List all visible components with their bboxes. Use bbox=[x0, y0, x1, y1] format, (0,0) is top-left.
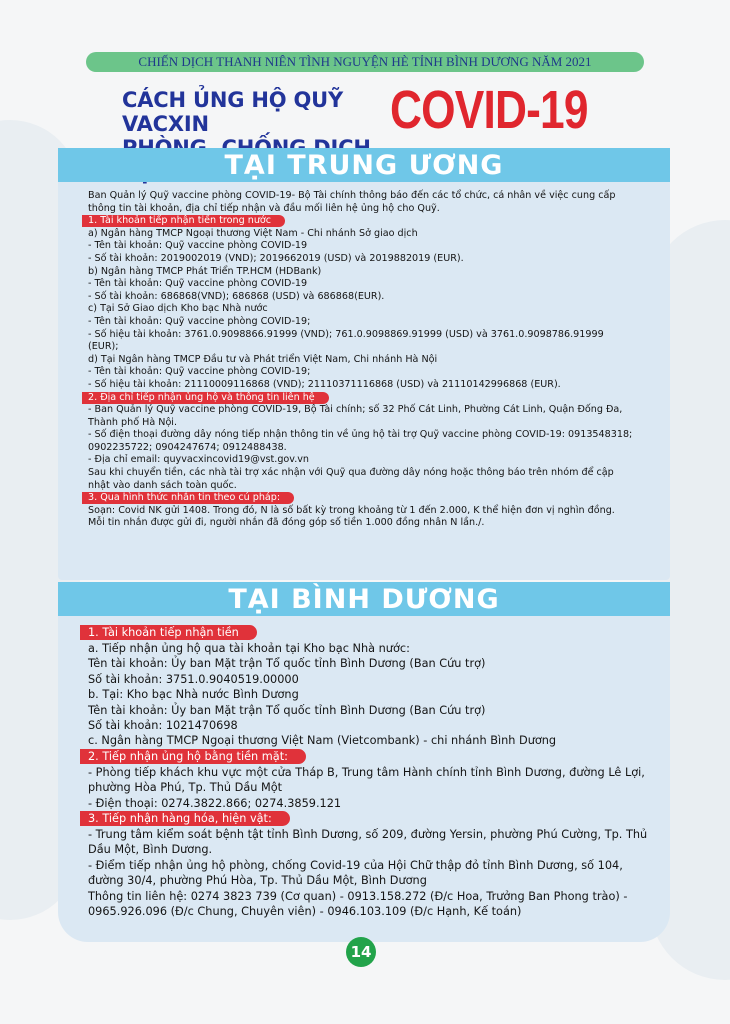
text-line: - Số hiệu tài khoản: 21110009116868 (VND); 21110371116868 (USD) và 21110142996868 (EUR). bbox=[88, 378, 561, 390]
text-line: Mỗi tin nhắn được gửi đi, người nhắn đã đóng góp số tiền 1.000 đồng nhân N lần./. bbox=[88, 517, 485, 529]
central-section-1-label: 1. Tài khoản tiếp nhận tiền trong nước bbox=[82, 215, 285, 227]
text-line: Tên tài khoản: Ủy ban Mặt trận Tổ quốc tỉnh Bình Dương (Ban Cứu trợ) bbox=[88, 703, 486, 717]
text-line: 0902235722; 0904247674; 0912488438. bbox=[88, 441, 287, 453]
text-line: Số tài khoản: 3751.0.9040519.00000 bbox=[88, 672, 299, 686]
central-content bbox=[88, 190, 644, 530]
text-line: Số tài khoản: 1021470698 bbox=[88, 719, 238, 733]
text-line: b. Tại: Kho bạc Nhà nước Bình Dương bbox=[88, 688, 299, 702]
text-line: phường Hòa Phú, Tp. Thủ Dầu Một bbox=[88, 781, 283, 795]
text-line: - Ban Quản lý Quỹ vaccine phòng COVID-19, Bộ Tài chính; số 32 Phố Cát Linh, Phường Cát Linh, Quận Đống Đa, bbox=[88, 404, 623, 416]
intro-line: thông tin tài khoản, địa chỉ tiếp nhận và đầu mối liên hệ ủng hộ cho Quỹ. bbox=[88, 202, 440, 214]
text-line: Dầu Một, Bình Dương. bbox=[88, 843, 213, 857]
text-line: - Số tài khoản: 686868(VND); 686868 (USD) và 686868(EUR). bbox=[88, 290, 385, 302]
text-line: nhật vào danh sách toàn quốc. bbox=[88, 479, 237, 491]
central-heading: TẠI TRUNG ƯƠNG bbox=[58, 148, 670, 182]
text-line: - Điện thoại: 0274.3822.866; 0274.3859.121 bbox=[88, 796, 342, 810]
text-line: (EUR); bbox=[88, 341, 119, 353]
text-line: - Số điện thoại đường dây nóng tiếp nhận thông tin về ủng hộ tài trợ Quỹ vaccine phòng COVID-19: 0913548318; bbox=[88, 429, 633, 441]
text-line: Thông tin liên hệ: 0274 3823 739 (Cơ quan) - 0913.158.272 (Đ/c Hoa, Trưởng Ban Phong trào) - bbox=[88, 889, 628, 903]
intro-line: Ban Quản lý Quỹ vaccine phòng COVID-19- Bộ Tài chính thông báo đến các tổ chức, cá nhân về việc cung cấp bbox=[88, 190, 616, 201]
text-line: Sau khi chuyển tiền, các nhà tài trợ xác nhận với Quỹ qua đường dây nóng hoặc thông báo trên nhóm để cập bbox=[88, 467, 614, 479]
title-highlight: COVID-19 bbox=[390, 80, 588, 140]
text-line: - Số hiệu tài khoản: 3761.0.9098866.91999 (VND); 761.0.9098869.91999 (USD) và 3761.0.9098786.91999 bbox=[88, 328, 604, 340]
text-line: c. Ngân hàng TMCP Ngoại thương Việt Nam (Vietcombank) - chi nhánh Bình Dương bbox=[88, 734, 557, 748]
email-line: - Địa chỉ email: quyvacxincovid19@vst.gov.vn bbox=[88, 454, 310, 466]
text-line: a. Tiếp nhận ủng hộ qua tài khoản tại Kho bạc Nhà nước: bbox=[88, 642, 410, 655]
central-section-2-label: 2. Địa chỉ tiếp nhận ủng hộ và thông tin liên hệ bbox=[82, 392, 329, 404]
central-section-3-label: 3. Qua hình thức nhắn tin theo cú pháp: bbox=[82, 492, 294, 504]
text-line: c) Tại Sở Giao dịch Kho bạc Nhà nước bbox=[88, 303, 268, 315]
text-line: - Số tài khoản: 2019002019 (VND); 2019662019 (USD) và 2019882019 (EUR). bbox=[88, 252, 464, 264]
text-line: 0965.926.096 (Đ/c Chung, Chuyên viên) - 0946.103.109 (Đ/c Hạnh, Kế toán) bbox=[88, 905, 522, 919]
text-line: d) Tại Ngân hàng TMCP Đầu tư và Phát triển Việt Nam, Chi nhánh Hà Nội bbox=[88, 353, 438, 365]
local-section-2-label: 2. Tiếp nhận ủng hộ bằng tiền mặt: bbox=[80, 749, 306, 764]
text-line: - Trung tâm kiểm soát bệnh tật tỉnh Bình Dương, số 209, đường Yersin, phường Phú Cường, Tp. Thủ bbox=[88, 828, 648, 842]
campaign-banner: CHIẾN DỊCH THANH NIÊN TÌNH NGUYỆN HÈ TỈNH BÌNH DƯƠNG NĂM 2021 bbox=[86, 52, 644, 72]
text-line: b) Ngân hàng TMCP Phát Triển TP.HCM (HDBank) bbox=[88, 265, 322, 277]
text-line: - Tên tài khoản: Quỹ vaccine phòng COVID-19; bbox=[88, 366, 311, 378]
page-number: 14 bbox=[346, 937, 376, 967]
text-line: - Điểm tiếp nhận ủng hộ phòng, chống Covid-19 của Hội Chữ thập đỏ tỉnh Bình Dương, số 104, bbox=[88, 858, 623, 872]
local-section-1-label: 1. Tài khoản tiếp nhận tiền bbox=[80, 625, 257, 640]
text-line: Tên tài khoản: Ủy ban Mặt trận Tổ quốc tỉnh Bình Dương (Ban Cứu trợ) bbox=[88, 657, 486, 671]
text-line: Soạn: Covid NK gửi 1408. Trong đó, N là số bất kỳ trong khoảng từ 1 đến 2.000, K thể hiện đơn vị nghìn đồng. bbox=[88, 504, 615, 516]
text-line: Thành phố Hà Nội. bbox=[88, 416, 178, 428]
title-line-1: CÁCH ỦNG HỘ QUỸ VACXIN bbox=[122, 88, 343, 136]
text-line: đường 30/4, phường Phú Hòa, Tp. Thủ Dầu Một, Bình Dương bbox=[88, 874, 427, 888]
local-content bbox=[88, 625, 648, 920]
text-line: - Tên tài khoản: Quỹ vaccine phòng COVID-19; bbox=[88, 315, 311, 327]
text-line: - Phòng tiếp khách khu vực một cửa Tháp B, Trung tâm Hành chính tỉnh Bình Dương, đường Lê Lợi, bbox=[88, 765, 645, 779]
local-section-3-label: 3. Tiếp nhận hàng hóa, hiện vật: bbox=[80, 811, 290, 826]
text-line: a) Ngân hàng TMCP Ngoại thương Việt Nam - Chi nhánh Sở giao dịch bbox=[88, 227, 418, 239]
text-line: - Tên tài khoản: Quỹ vaccine phòng COVID-19 bbox=[88, 240, 308, 252]
local-heading: TẠI BÌNH DƯƠNG bbox=[58, 582, 670, 616]
text-line: - Tên tài khoản: Quỹ vaccine phòng COVID-19 bbox=[88, 278, 308, 290]
